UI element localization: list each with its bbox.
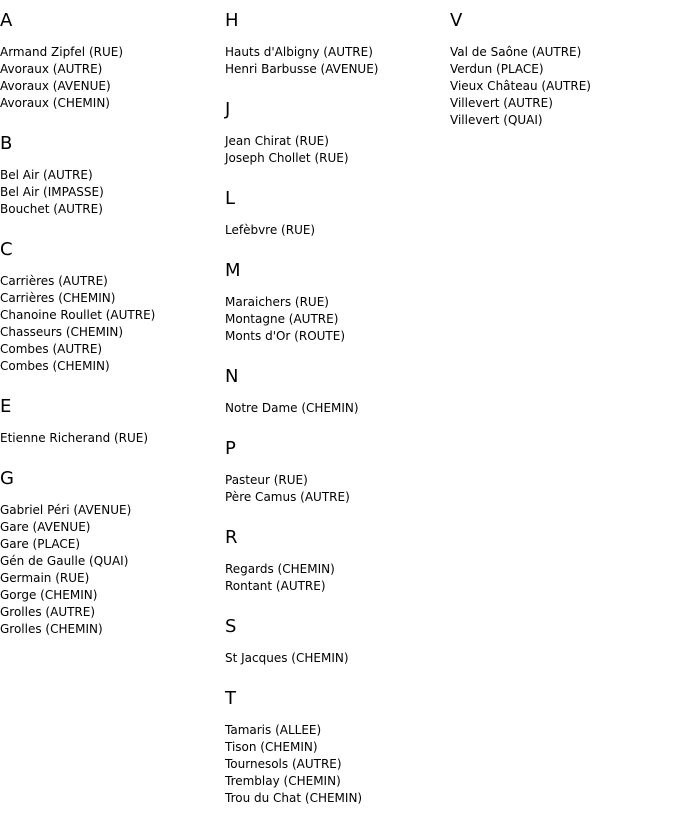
- street-item: Rontant (AUTRE): [225, 579, 326, 593]
- letter-heading: H: [225, 10, 239, 31]
- street-item: Carrières (AUTRE): [0, 274, 108, 288]
- letter-group: [0, 237, 225, 375]
- street-list: [450, 44, 675, 129]
- street-item: Lefèbvre (RUE): [225, 223, 316, 237]
- street-item: Tison (CHEMIN): [225, 740, 318, 754]
- street-item: Joseph Chollet (RUE): [225, 151, 349, 165]
- letter-heading: G: [0, 468, 14, 489]
- index-column: [450, 8, 675, 826]
- street-item: Tremblay (CHEMIN): [225, 774, 341, 788]
- street-item: Bel Air (IMPASSE): [0, 185, 104, 199]
- street-list: [0, 167, 225, 218]
- street-item: Notre Dame (CHEMIN): [225, 401, 359, 415]
- letter-heading: V: [450, 10, 463, 31]
- street-item: Gén de Gaulle (QUAI): [0, 554, 129, 568]
- letter-group: [225, 686, 450, 807]
- letter-heading: N: [225, 366, 239, 387]
- letter-group: [0, 131, 225, 218]
- street-item: Bel Air (AUTRE): [0, 168, 93, 182]
- street-item: Villevert (AUTRE): [450, 96, 553, 110]
- letter-group: [225, 364, 450, 417]
- street-list: [225, 650, 450, 667]
- street-list: [0, 502, 225, 638]
- street-list: [225, 294, 450, 345]
- letter-heading: A: [0, 10, 13, 31]
- letter-group: [0, 466, 225, 638]
- street-item: Gare (AVENUE): [0, 520, 91, 534]
- letter-group: [225, 525, 450, 595]
- letter-group: [225, 258, 450, 345]
- letter-group: [225, 97, 450, 167]
- letter-heading: J: [225, 99, 231, 120]
- street-item: Hauts d'Albigny (AUTRE): [225, 45, 373, 59]
- street-item: Regards (CHEMIN): [225, 562, 335, 576]
- street-item: Grolles (AUTRE): [0, 605, 96, 619]
- street-list: [225, 133, 450, 167]
- street-item: Gorge (CHEMIN): [0, 588, 98, 602]
- street-item: Tournesols (AUTRE): [225, 757, 342, 771]
- street-list: [0, 273, 225, 375]
- street-item: Verdun (PLACE): [450, 62, 544, 76]
- street-item: Trou du Chat (CHEMIN): [225, 791, 363, 805]
- index-column: [0, 8, 225, 826]
- letter-heading: E: [0, 396, 12, 417]
- letter-heading: B: [0, 133, 13, 154]
- street-list: [225, 722, 450, 807]
- street-item: Monts d'Or (ROUTE): [225, 329, 346, 343]
- street-item: Armand Zipfel (RUE): [0, 45, 124, 59]
- street-item: Chanoine Roullet (AUTRE): [0, 308, 156, 322]
- letter-heading: M: [225, 260, 241, 281]
- street-list: [225, 472, 450, 506]
- letter-heading: C: [0, 239, 13, 260]
- letter-group: [225, 436, 450, 506]
- street-item: Avoraux (CHEMIN): [0, 96, 110, 110]
- street-item: St Jacques (CHEMIN): [225, 651, 349, 665]
- street-item: Maraichers (RUE): [225, 295, 329, 309]
- street-item: Chasseurs (CHEMIN): [0, 325, 124, 339]
- letter-heading: S: [225, 616, 237, 637]
- street-item: Val de Saône (AUTRE): [450, 45, 582, 59]
- street-item: Henri Barbusse (AVENUE): [225, 62, 379, 76]
- letter-group: [225, 614, 450, 667]
- street-list: [225, 400, 450, 417]
- letter-group: [0, 8, 225, 112]
- street-index: [0, 8, 675, 826]
- street-item: Germain (RUE): [0, 571, 90, 585]
- street-list: [225, 561, 450, 595]
- letter-group: [450, 8, 675, 129]
- letter-heading: L: [225, 188, 236, 209]
- street-item: Pasteur (RUE): [225, 473, 308, 487]
- street-item: Montagne (AUTRE): [225, 312, 339, 326]
- street-item: Grolles (CHEMIN): [0, 622, 103, 636]
- letter-heading: T: [225, 688, 236, 709]
- letter-group: [225, 8, 450, 78]
- street-item: Avoraux (AUTRE): [0, 62, 103, 76]
- street-item: Bouchet (AUTRE): [0, 202, 103, 216]
- street-item: Combes (AUTRE): [0, 342, 103, 356]
- street-item: Tamaris (ALLEE): [225, 723, 322, 737]
- street-list: [0, 430, 225, 447]
- street-item: Père Camus (AUTRE): [225, 490, 350, 504]
- street-list: [225, 44, 450, 78]
- street-item: Gare (PLACE): [0, 537, 81, 551]
- street-item: Gabriel Péri (AVENUE): [0, 503, 132, 517]
- street-item: Avoraux (AVENUE): [0, 79, 111, 93]
- street-list: [0, 44, 225, 112]
- street-list: [225, 222, 450, 239]
- letter-group: [225, 186, 450, 239]
- street-item: Jean Chirat (RUE): [225, 134, 329, 148]
- letter-heading: P: [225, 438, 236, 459]
- letter-heading: R: [225, 527, 238, 548]
- street-item: Vieux Château (AUTRE): [450, 79, 591, 93]
- street-item: Etienne Richerand (RUE): [0, 431, 149, 445]
- street-item: Combes (CHEMIN): [0, 359, 110, 373]
- street-item: Villevert (QUAI): [450, 113, 543, 127]
- letter-group: [0, 394, 225, 447]
- index-column: [225, 8, 450, 826]
- street-item: Carrières (CHEMIN): [0, 291, 116, 305]
